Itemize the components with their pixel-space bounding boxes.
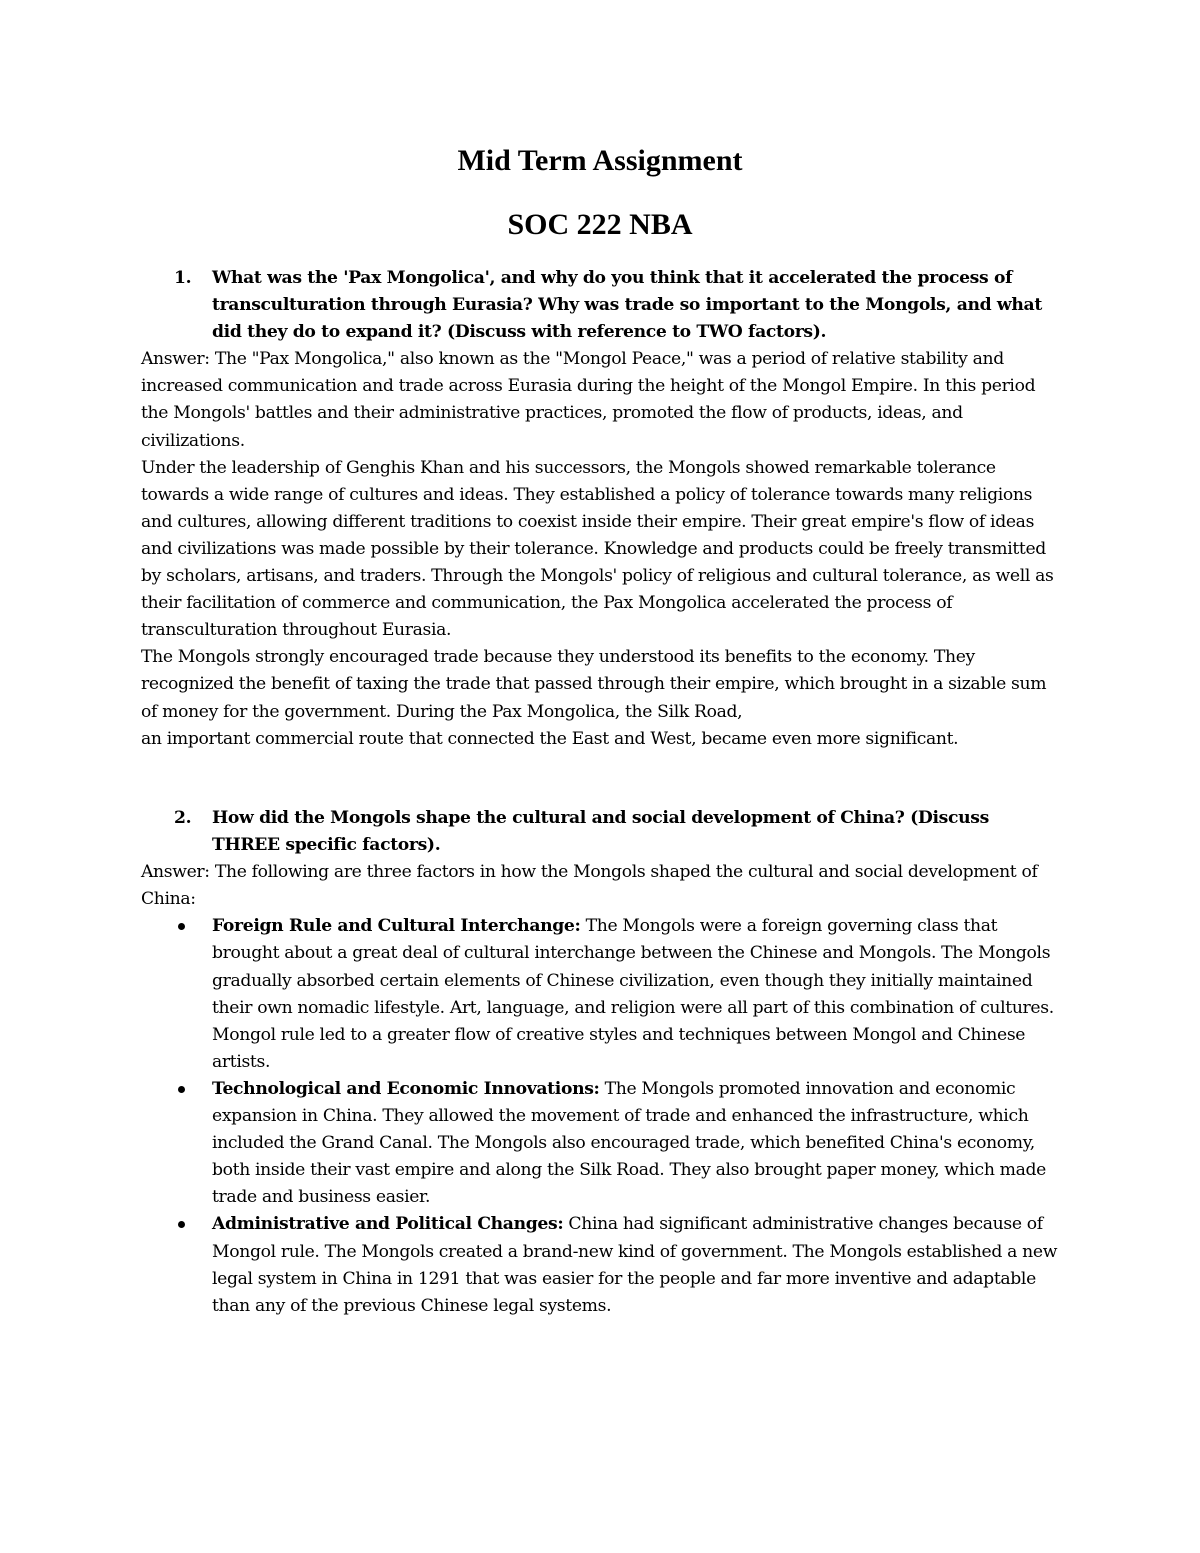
factor-heading: Administrative and Political Changes: xyxy=(212,1214,564,1235)
q1-answer-paragraph-3: The Mongols strongly encouraged trade because they understood its benefits to the economy. They recognized the benefit of taxing the trade that passed through their empire, which brought in a sizable sum of money for the government. During the Pax Mongolica, the Silk Road, xyxy=(141,647,1047,722)
question-1-text: What was the 'Pax Mongolica', and why do you think that it accelerated the process of transculturation through Eurasia? Why was trade so important to the Mongols, and what did they do to expand it? (Discuss with reference to TWO factors). xyxy=(212,268,1042,343)
question-2 xyxy=(141,805,1061,859)
list-item xyxy=(141,1076,1061,1211)
question-1 xyxy=(141,265,1061,346)
factor-text: The Mongols promoted innovation and economic expansion in China. They allowed the movement of trade and enhanced the infrastructure, which included the Grand Canal. The Mongols also encouraged trade, which benefited China's economy, both inside their vast empire and along the Silk Road. They also brought paper money, which made trade and business easier. xyxy=(212,1078,1046,1208)
q1-answer-paragraph-2: Under the leadership of Genghis Khan and his successors, the Mongols showed remarkable tolerance towards a wide range of cultures and ideas. They established a policy of tolerance towards many religions and cultures, allowing different traditions to coexist inside their empire. Their great empire's flow of ideas and civilizations was made possible by their tolerance. Knowledge and products could be freely transmitted by scholars, artisans, and traders. Through the Mongols' policy of religious and cultural tolerance, as well as their facilitation of commerce and communication, the Pax Mongolica accelerated the process of transculturation throughout Eurasia. xyxy=(141,457,1054,641)
bullet-icon xyxy=(178,923,185,930)
q1-answer-paragraph-4: an important commercial route that connected the East and West, became even more significant. xyxy=(141,728,959,749)
document-title: Mid Term Assignment xyxy=(457,144,743,177)
question-1-number: 1. xyxy=(174,268,192,288)
question-2-text: How did the Mongols shape the cultural and social development of China? (Discuss THREE specific factors). xyxy=(212,808,989,856)
q1-answer-paragraph-1: Answer: The "Pax Mongolica," also known as the "Mongol Peace," was a period of relative stability and increased communication and trade across Eurasia during the height of the Mongol Empire. In this period the Mongols' battles and their administrative practices, promoted the flow of products, ideas, and civilizations. xyxy=(141,349,1036,451)
factor-text: The Mongols were a foreign governing class that brought about a great deal of cultural interchange between the Chinese and Mongols. The Mongols gradually absorbed certain elements of Chinese civilization, even though they initially maintained their own nomadic lifestyle. Art, language, and religion were all part of this combination of cultures. Mongol rule led to a greater flow of creative styles and techniques between Mongol and Chinese artists. xyxy=(212,916,1054,1072)
question-2-section xyxy=(141,805,1061,1320)
q2-factor-list xyxy=(141,913,1061,1319)
question-2-number: 2. xyxy=(174,808,192,828)
q2-answer-intro: Answer: The following are three factors in how the Mongols shaped the cultural and social development of China: xyxy=(141,862,1038,910)
question-1-section xyxy=(141,265,1061,753)
list-item xyxy=(141,1211,1061,1319)
list-item xyxy=(141,913,1061,1076)
factor-heading: Technological and Economic Innovations: xyxy=(212,1078,600,1099)
bullet-icon xyxy=(178,1086,185,1093)
bullet-icon xyxy=(178,1221,185,1228)
document-subtitle: SOC 222 NBA xyxy=(507,208,693,241)
factor-text: China had significant administrative changes because of Mongol rule. The Mongols created a brand-new kind of government. The Mongols established a new legal system in China in 1291 that was easier for the people and far more inventive and adaptable than any of the previous Chinese legal systems. xyxy=(212,1214,1058,1316)
factor-heading: Foreign Rule and Cultural Interchange: xyxy=(212,916,581,937)
